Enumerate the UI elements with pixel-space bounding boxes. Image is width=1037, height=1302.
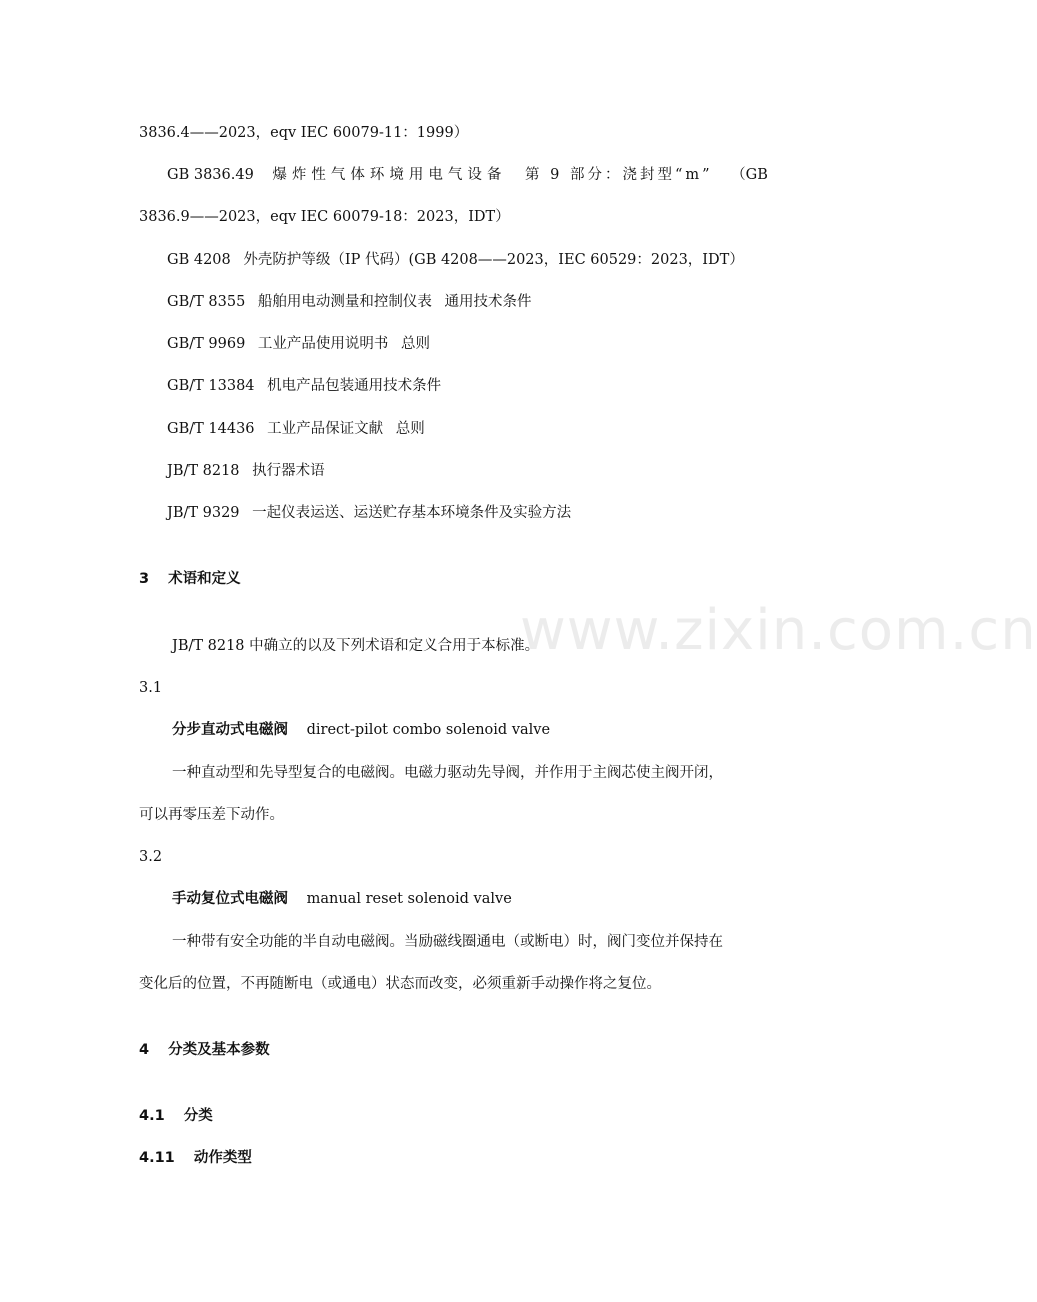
ref-title-2: 通用技术条件 <box>444 294 532 310</box>
ref-gb3836-49 <box>167 165 768 185</box>
ref-gbt13384 <box>167 376 441 396</box>
section-title: 分类 <box>183 1108 213 1124</box>
ref-continuation-1: 3836.4——2023，eqv IEC 60079-11：1999） <box>139 125 469 141</box>
term-3-1-def-line-1: 一种直动型和先导型复合的电磁阀。电磁力驱动先导阀，并作用于主阀芯使主阀开闭， <box>172 765 723 781</box>
section-title: 分类及基本参数 <box>168 1042 270 1058</box>
term-en: direct-pilot combo solenoid valve <box>306 722 551 738</box>
section-4-1-heading <box>139 1106 213 1126</box>
section-4-heading <box>139 1040 270 1060</box>
ref-title: 工业产品保证文献 <box>267 421 384 437</box>
ref-code: GB/T 13384 <box>167 378 255 394</box>
section-title: 动作类型 <box>193 1150 252 1166</box>
ref-jbt9329 <box>167 503 571 523</box>
ref-title: 工业产品使用说明书 <box>257 336 389 352</box>
ref-title: 爆炸性气体环境用电气设备 <box>272 167 507 183</box>
ref-title: 船舶用电动测量和控制仪表 <box>257 294 432 310</box>
ref-code: JB/T 8218 <box>167 463 240 479</box>
ref-gbt14436 <box>167 419 425 439</box>
section-4-11-heading <box>139 1148 252 1168</box>
section-number: 4 <box>139 1042 150 1058</box>
term-3-2-title <box>172 889 512 909</box>
watermark-text: www.zixin.com.cn <box>520 598 1037 663</box>
ref-title: 一起仪表运送、运送贮存基本环境条件及实验方法 <box>252 505 572 521</box>
section-3-heading <box>139 569 241 589</box>
ref-gb4208 <box>167 250 744 270</box>
ref-code: JB/T 9329 <box>167 505 240 521</box>
term-zh: 手动复位式电磁阀 <box>172 891 288 907</box>
term-3-1-title <box>172 720 550 740</box>
ref-gbt8355 <box>167 292 532 312</box>
ref-title: 执行器术语 <box>252 463 325 479</box>
ref-part: 第 9 部分：浇封型“m” <box>525 167 713 183</box>
term-3-2-number: 3.2 <box>139 849 163 865</box>
term-en: manual reset solenoid valve <box>306 891 512 907</box>
term-3-1-def-line-2: 可以再零压差下动作。 <box>139 807 284 823</box>
section-number: 3 <box>139 571 150 587</box>
ref-gbt9969 <box>167 334 430 354</box>
ref-continuation-2: 3836.9——2023，eqv IEC 60079-18：2023，IDT） <box>139 209 510 225</box>
section-number: 4.1 <box>139 1108 165 1124</box>
ref-jbt8218 <box>167 461 325 481</box>
ref-code: GB/T 8355 <box>167 294 246 310</box>
ref-title: 机电产品包装通用技术条件 <box>267 378 442 394</box>
section-number: 4.11 <box>139 1150 175 1166</box>
term-zh: 分步直动式电磁阀 <box>172 722 288 738</box>
ref-title-2: 总则 <box>395 421 425 437</box>
ref-code: GB/T 14436 <box>167 421 255 437</box>
section-title: 术语和定义 <box>168 571 241 587</box>
ref-tail: （GB <box>731 167 768 183</box>
section-3-intro: JB/T 8218 中确立的以及下列术语和定义合用于本标准。 <box>172 638 540 654</box>
ref-title: 外壳防护等级（IP 代码）(GB 4208——2023，IEC 60529：2023，IDT） <box>243 252 744 268</box>
ref-title-2: 总则 <box>401 336 431 352</box>
ref-code: GB 3836.49 <box>167 167 254 183</box>
term-3-2-def-line-2: 变化后的位置，不再随断电（或通电）状态而改变，必须重新手动操作将之复位。 <box>139 976 661 992</box>
term-3-1-number: 3.1 <box>139 680 163 696</box>
ref-code: GB 4208 <box>167 252 231 268</box>
ref-code: GB/T 9969 <box>167 336 246 352</box>
term-3-2-def-line-1: 一种带有安全功能的半自动电磁阀。当励磁线圈通电（或断电）时，阀门变位并保持在 <box>172 934 723 950</box>
